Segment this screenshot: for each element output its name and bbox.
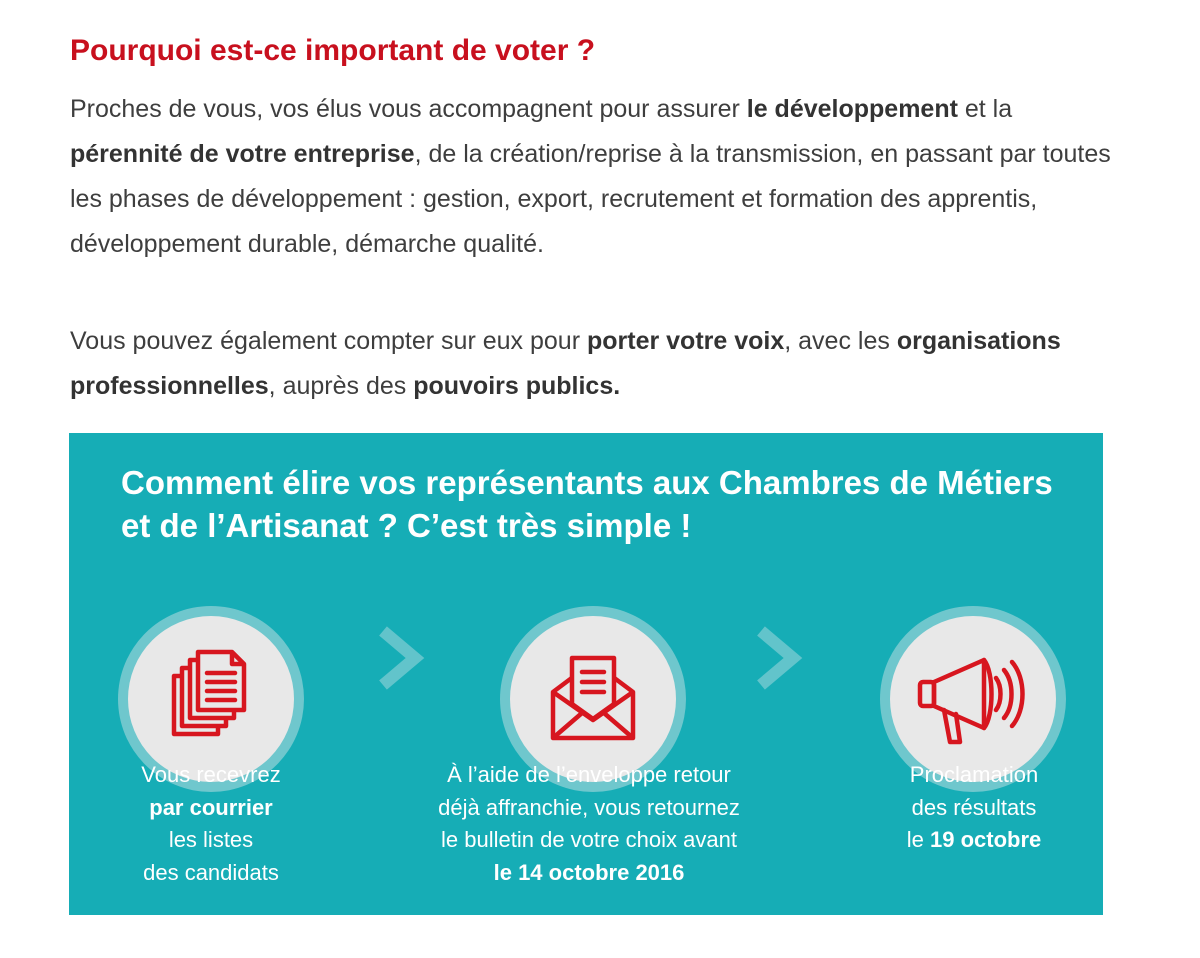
text: le — [906, 827, 930, 852]
chevron-right-icon — [375, 625, 425, 691]
text-line: les listes — [168, 827, 254, 852]
text-line: le 14 octobre 2016 — [493, 859, 685, 885]
step-3-text — [829, 759, 1119, 857]
chevron-right-icon — [753, 625, 803, 691]
bold-text: organisations professionnelles — [70, 327, 1061, 400]
text: , auprès des — [268, 372, 414, 400]
text: Vous pouvez également compter sur eux pour — [70, 327, 587, 355]
text: et la — [957, 95, 1013, 123]
text-line: À l’aide de l’enveloppe retour — [447, 762, 731, 787]
bold-text: porter votre voix — [586, 327, 785, 355]
bold-text: pouvoirs publics. — [413, 372, 621, 400]
text-line: déjà affranchie, vous retournez — [438, 794, 740, 820]
voting-steps-panel — [69, 433, 1103, 915]
bold-text: 19 octobre — [929, 827, 1042, 852]
documents-icon — [128, 616, 294, 782]
envelope-letter-icon — [510, 616, 676, 782]
text-line: par courrier — [149, 794, 273, 820]
text-line: Proclamation — [909, 762, 1039, 787]
step-1-circle — [128, 616, 294, 782]
bold-text: pérennité de votre entreprise — [70, 140, 415, 168]
text-line: des résultats — [911, 794, 1037, 820]
text: Proches de vous, vos élus vous accompagnent pour assurer — [70, 95, 747, 123]
bold-text: le développement — [746, 95, 958, 123]
text: , de la création/reprise à la transmission, en passant par toutes les phases de développement : gestion, export, recrutement et formation des apprentis, développement durable, démarche qualité. — [70, 140, 1111, 258]
page-title: Pourquoi est-ce important de voter ? — [70, 34, 596, 67]
text-line: Vous recevrez — [141, 762, 281, 787]
step-2-circle — [510, 616, 676, 782]
megaphone-icon — [890, 616, 1056, 782]
text-line: le bulletin de votre choix avant — [441, 827, 737, 852]
intro-paragraph — [70, 87, 1130, 267]
text: , avec les — [784, 327, 897, 355]
panel-title: Comment élire vos représentants aux Chambres de Métiers et de l’Artisanat ? C’est très simple ! — [121, 464, 1053, 544]
text-line: des candidats — [143, 859, 279, 885]
step-1-text — [91, 759, 331, 889]
voice-paragraph — [70, 319, 1130, 409]
step-2-text — [369, 759, 809, 889]
step-3-circle — [890, 616, 1056, 782]
text-line — [829, 824, 1119, 857]
